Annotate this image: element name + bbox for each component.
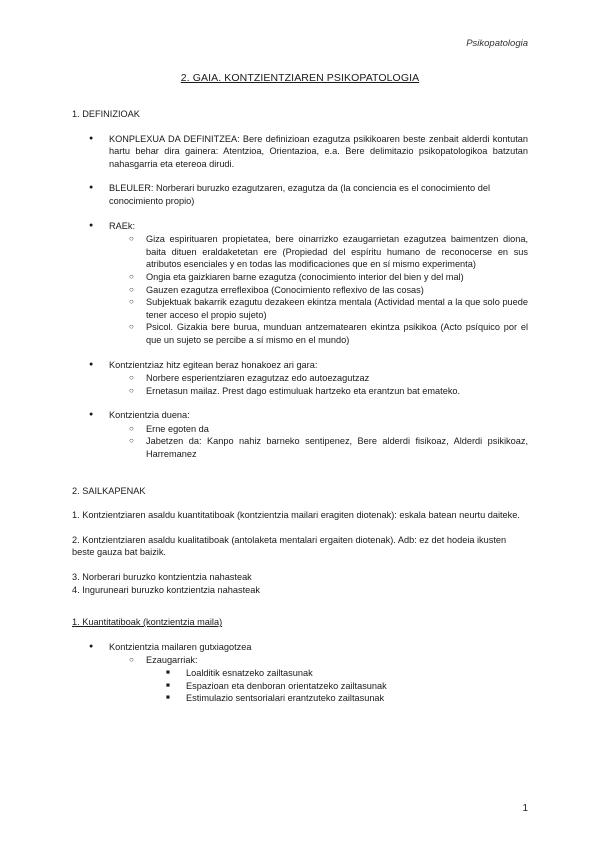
list-item-label: Kontzientzia mailaren gutxiagotzea — [109, 641, 252, 652]
list-item — [72, 641, 528, 705]
list-item: ● KONPLEXUA DA DEFINITZEA: Bere definizioan ezagutza psikikoaren beste zenbait alderdi kontutan hartu behar dira gainera: Atentzioa, Orientazioa, e.a. Bere delimitazio psikopatologikoa batzutan nahasgarria eta etereoa dirudi. — [72, 133, 528, 171]
running-header: Psikopatologia — [466, 38, 528, 49]
kuantitatiboak-list — [72, 641, 528, 705]
definitions-list — [72, 133, 528, 461]
document-body — [72, 108, 528, 717]
section-heading-sailkapenak: 2. SAILKAPENAK — [72, 485, 146, 496]
list-item-label: Kontzientziaz hitz egitean beraz honakoez ari gara: — [109, 359, 318, 370]
page-title: 2. GAIA. KONTZIENTZIAREN PSIKOPATOLOGIA — [180, 72, 420, 84]
paragraph: 1. Kontzientziaren asaldu kuantitatiboak (kontzientzia mailari eragiten diotenak): eskala batean neurtu daiteke. — [72, 510, 520, 521]
sub-list — [109, 372, 528, 397]
list-item: ● BLEULER: Norberari buruzko ezagutzaren, ezagutza da (la conciencia es el conocimiento del conocimiento propio) — [72, 182, 528, 207]
section-heading-definizioak: 1. DEFINIZIOAK — [72, 109, 140, 119]
sub-sub-list-item: ■ Estimulazio sentsorialari erantzuteko zailtasunak — [146, 692, 528, 705]
subsection-heading-kuantitatiboak: 1. Kuantitatiboak (kontzientzia maila) — [72, 617, 223, 628]
paragraph: 2. Kontzientziaren asaldu kualitatiboak (antolaketa mentalari ergaiten diotenak). Adb: ez det hodeia ikusten beste gauza bat baizik. — [72, 534, 507, 558]
sub-list-item: ○ Psicol. Gizakia bere burua, munduan antzematearen ekintza psikikoa (Acto psíquico por el que un sujeto se percibe a sí mismo en el mundo) — [109, 321, 528, 346]
sub-list-item: ○ Ernetasun mailaz. Prest dago estimuluak hartzeko eta erantzun bat emateko. — [109, 385, 528, 398]
sub-sub-list-item: ■ Loalditik esnatzeko zailtasunak — [146, 667, 528, 680]
list-item-duena — [72, 409, 528, 460]
sub-list-item — [109, 654, 528, 704]
sub-list-item: ○ Ongia eta gaizkiaren barne ezagutza (conocimiento interior del bien y del mal) — [109, 271, 528, 284]
sub-list-item: ○ Norbere esperientziaren ezagutzaz edo autoezagutzaz — [109, 372, 528, 385]
paragraph: 3. Norberari buruzko kontzientzia nahasteak — [72, 572, 252, 583]
sub-list — [109, 654, 528, 704]
sub-list — [109, 423, 528, 461]
sub-list-item: ○ Subjektuak bakarrik ezagutu dezakeen ekintza mentala (Actividad mental a la que solo puede tener acceso el propio sujeto) — [109, 296, 528, 321]
sub-list-item: ○ Jabetzen da: Kanpo nahiz barneko sentipenez, Bere alderdi fisikoaz, Alderdi psikikoaz, Harremanez — [109, 435, 528, 460]
sub-list-item: ○ Erne egoten da — [109, 423, 528, 436]
sub-sub-list-item: ■ Espazioan eta denboran orientatzeko zailtasunak — [146, 680, 528, 693]
sub-list-item: ○ Gauzen ezagutza erreflexiboa (Conocimiento reflexivo de las cosas) — [109, 284, 528, 297]
sub-list-item: ○ Giza espirituaren propietatea, bere oinarrizko ezaugarrietan ezagutzea baimentzen diona, baita dituen eraldaketetan ere (Propiedad del espíritu humano de reconocerse en sus atributos esenciales y en todas las modificaciones que en sí mismo experimenta) — [109, 233, 528, 271]
list-item-kontzientziaz — [72, 359, 528, 398]
paragraph: 4. Inguruneari buruzko kontzientzia nahasteak — [72, 584, 260, 595]
page-number: 1 — [522, 803, 528, 814]
list-item-rae — [72, 220, 528, 347]
sub-list — [109, 233, 528, 346]
sub-list-label: Ezaugarriak: — [146, 655, 198, 666]
sub-sub-list — [146, 667, 528, 705]
list-item-label: Kontzientzia duena: — [109, 410, 190, 421]
list-item-label: RAEk: — [109, 220, 136, 231]
